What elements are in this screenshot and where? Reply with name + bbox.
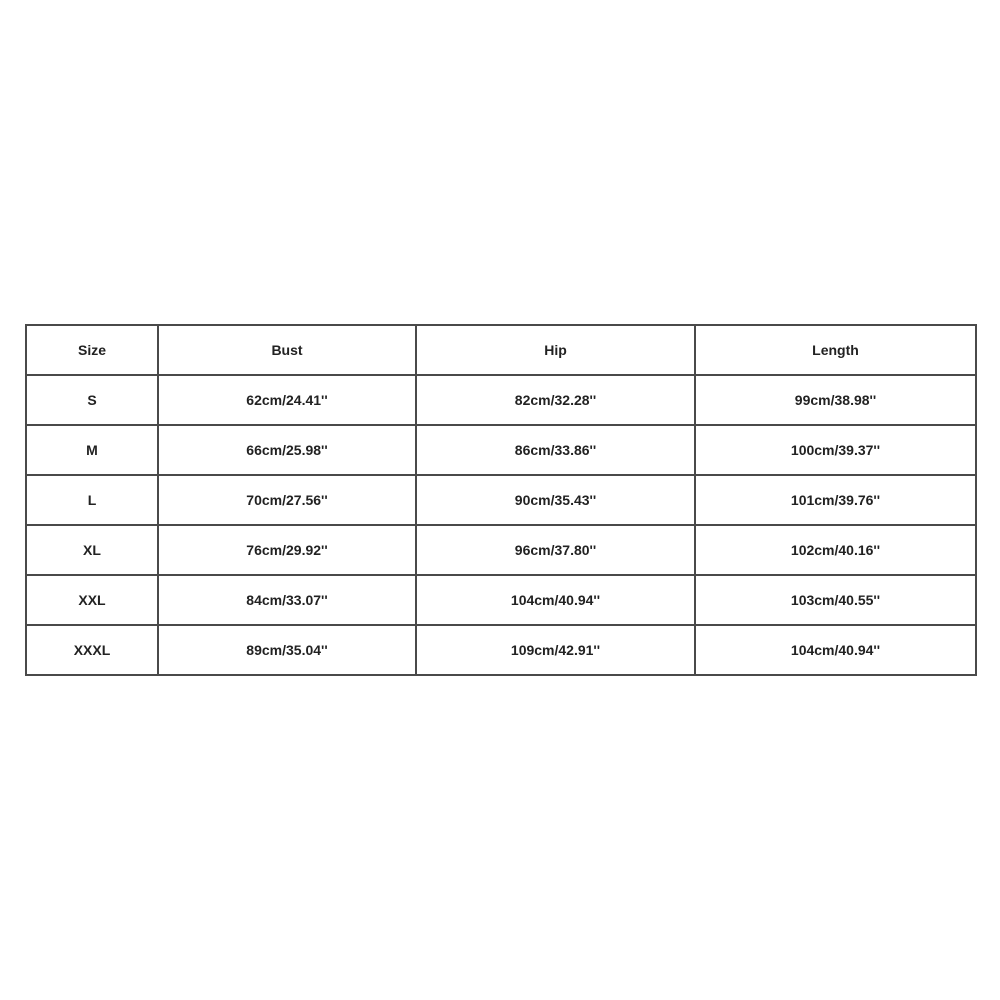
table-row <box>26 575 976 625</box>
cell-size: M <box>26 425 158 475</box>
table-header-row <box>26 325 976 375</box>
table-row <box>26 625 976 675</box>
cell-hip: 90cm/35.43'' <box>416 475 695 525</box>
cell-length: 103cm/40.55'' <box>695 575 976 625</box>
cell-hip: 109cm/42.91'' <box>416 625 695 675</box>
cell-bust: 62cm/24.41'' <box>158 375 416 425</box>
cell-bust: 66cm/25.98'' <box>158 425 416 475</box>
cell-bust: 89cm/35.04'' <box>158 625 416 675</box>
header-length: Length <box>695 325 976 375</box>
header-hip: Hip <box>416 325 695 375</box>
table-row <box>26 525 976 575</box>
cell-hip: 96cm/37.80'' <box>416 525 695 575</box>
cell-length: 99cm/38.98'' <box>695 375 976 425</box>
cell-size: S <box>26 375 158 425</box>
header-size: Size <box>26 325 158 375</box>
cell-bust: 76cm/29.92'' <box>158 525 416 575</box>
cell-bust: 84cm/33.07'' <box>158 575 416 625</box>
cell-length: 102cm/40.16'' <box>695 525 976 575</box>
cell-length: 101cm/39.76'' <box>695 475 976 525</box>
header-bust: Bust <box>158 325 416 375</box>
size-chart-table <box>25 324 977 676</box>
cell-bust: 70cm/27.56'' <box>158 475 416 525</box>
cell-length: 100cm/39.37'' <box>695 425 976 475</box>
cell-size: XXL <box>26 575 158 625</box>
table-row <box>26 375 976 425</box>
cell-size: L <box>26 475 158 525</box>
table-row <box>26 425 976 475</box>
cell-length: 104cm/40.94'' <box>695 625 976 675</box>
cell-size: XL <box>26 525 158 575</box>
cell-hip: 86cm/33.86'' <box>416 425 695 475</box>
cell-size: XXXL <box>26 625 158 675</box>
table-row <box>26 475 976 525</box>
cell-hip: 104cm/40.94'' <box>416 575 695 625</box>
cell-hip: 82cm/32.28'' <box>416 375 695 425</box>
